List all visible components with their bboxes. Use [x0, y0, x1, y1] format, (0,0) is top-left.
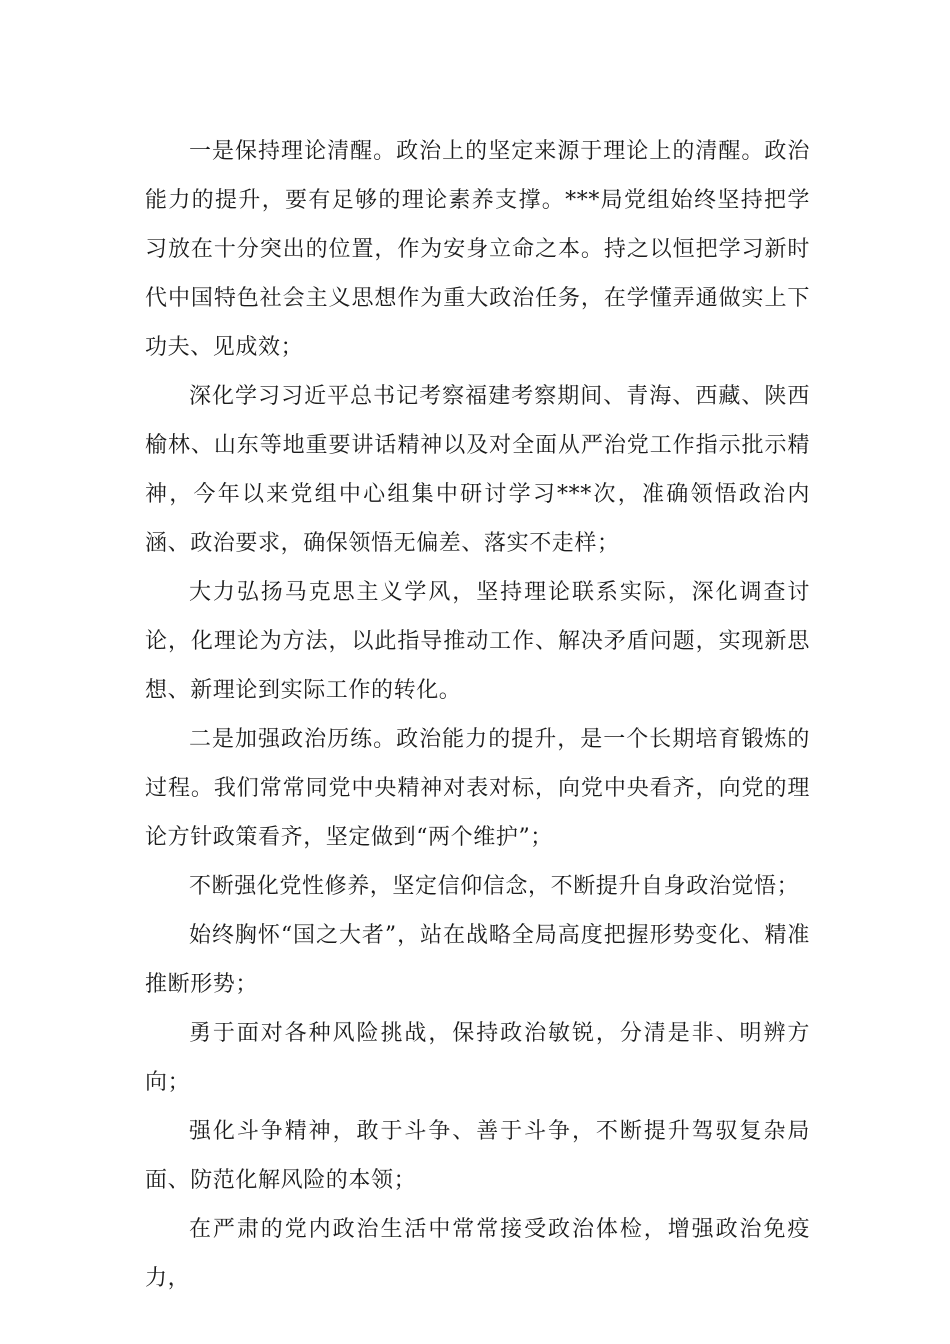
paragraph-risk-challenges: 勇于面对各种风险挑战，保持政治敏锐，分清是非、明辨方向； [145, 1021, 810, 1095]
paragraph-political-checkup: 在严肃的党内政治生活中常常接受政治体检，增强政治免疫力， [145, 1217, 810, 1291]
paragraph-national-priorities: 始终胸怀“国之大者”，站在战略全局高度把握形势变化、精准推断形势； [145, 923, 810, 997]
paragraph-fighting-spirit: 强化斗争精神，敢于斗争、善于斗争，不断提升驾驭复杂局面、防范化解风险的本领； [145, 1119, 810, 1193]
paragraph-theory-clarity: 一是保持理论清醒。政治上的坚定来源于理论上的清醒。政治能力的提升，要有足够的理论素养支撑。***局党组始终坚持把学习放在十分突出的位置，作为安身立命之本。持之以恒把学习新时代中国特色社会主义思想作为重大政治任务，在学懂弄通做实上下功夫、见成效； [145, 139, 810, 360]
paragraph-study-speeches: 深化学习习近平总书记考察福建考察期间、青海、西藏、陕西榆林、山东等地重要讲话精神以及对全面从严治党工作指示批示精神，今年以来党组中心组集中研讨学习***次，准确领悟政治内涵、政治要求，确保领悟无偏差、落实不走样； [145, 384, 810, 556]
document-body [145, 127, 810, 1303]
paragraph-political-training: 二是加强政治历练。政治能力的提升，是一个长期培育锻炼的过程。我们常常同党中央精神对表对标，向党中央看齐，向党的理论方针政策看齐，坚定做到“两个维护”； [145, 727, 810, 850]
paragraph-marxist-study-style: 大力弘扬马克思主义学风，坚持理论联系实际，深化调查讨论，化理论为方法，以此指导推动工作、解决矛盾问题，实现新思想、新理论到实际工作的转化。 [145, 580, 810, 703]
paragraph-party-spirit: 不断强化党性修养，坚定信仰信念，不断提升自身政治觉悟； [189, 874, 800, 899]
